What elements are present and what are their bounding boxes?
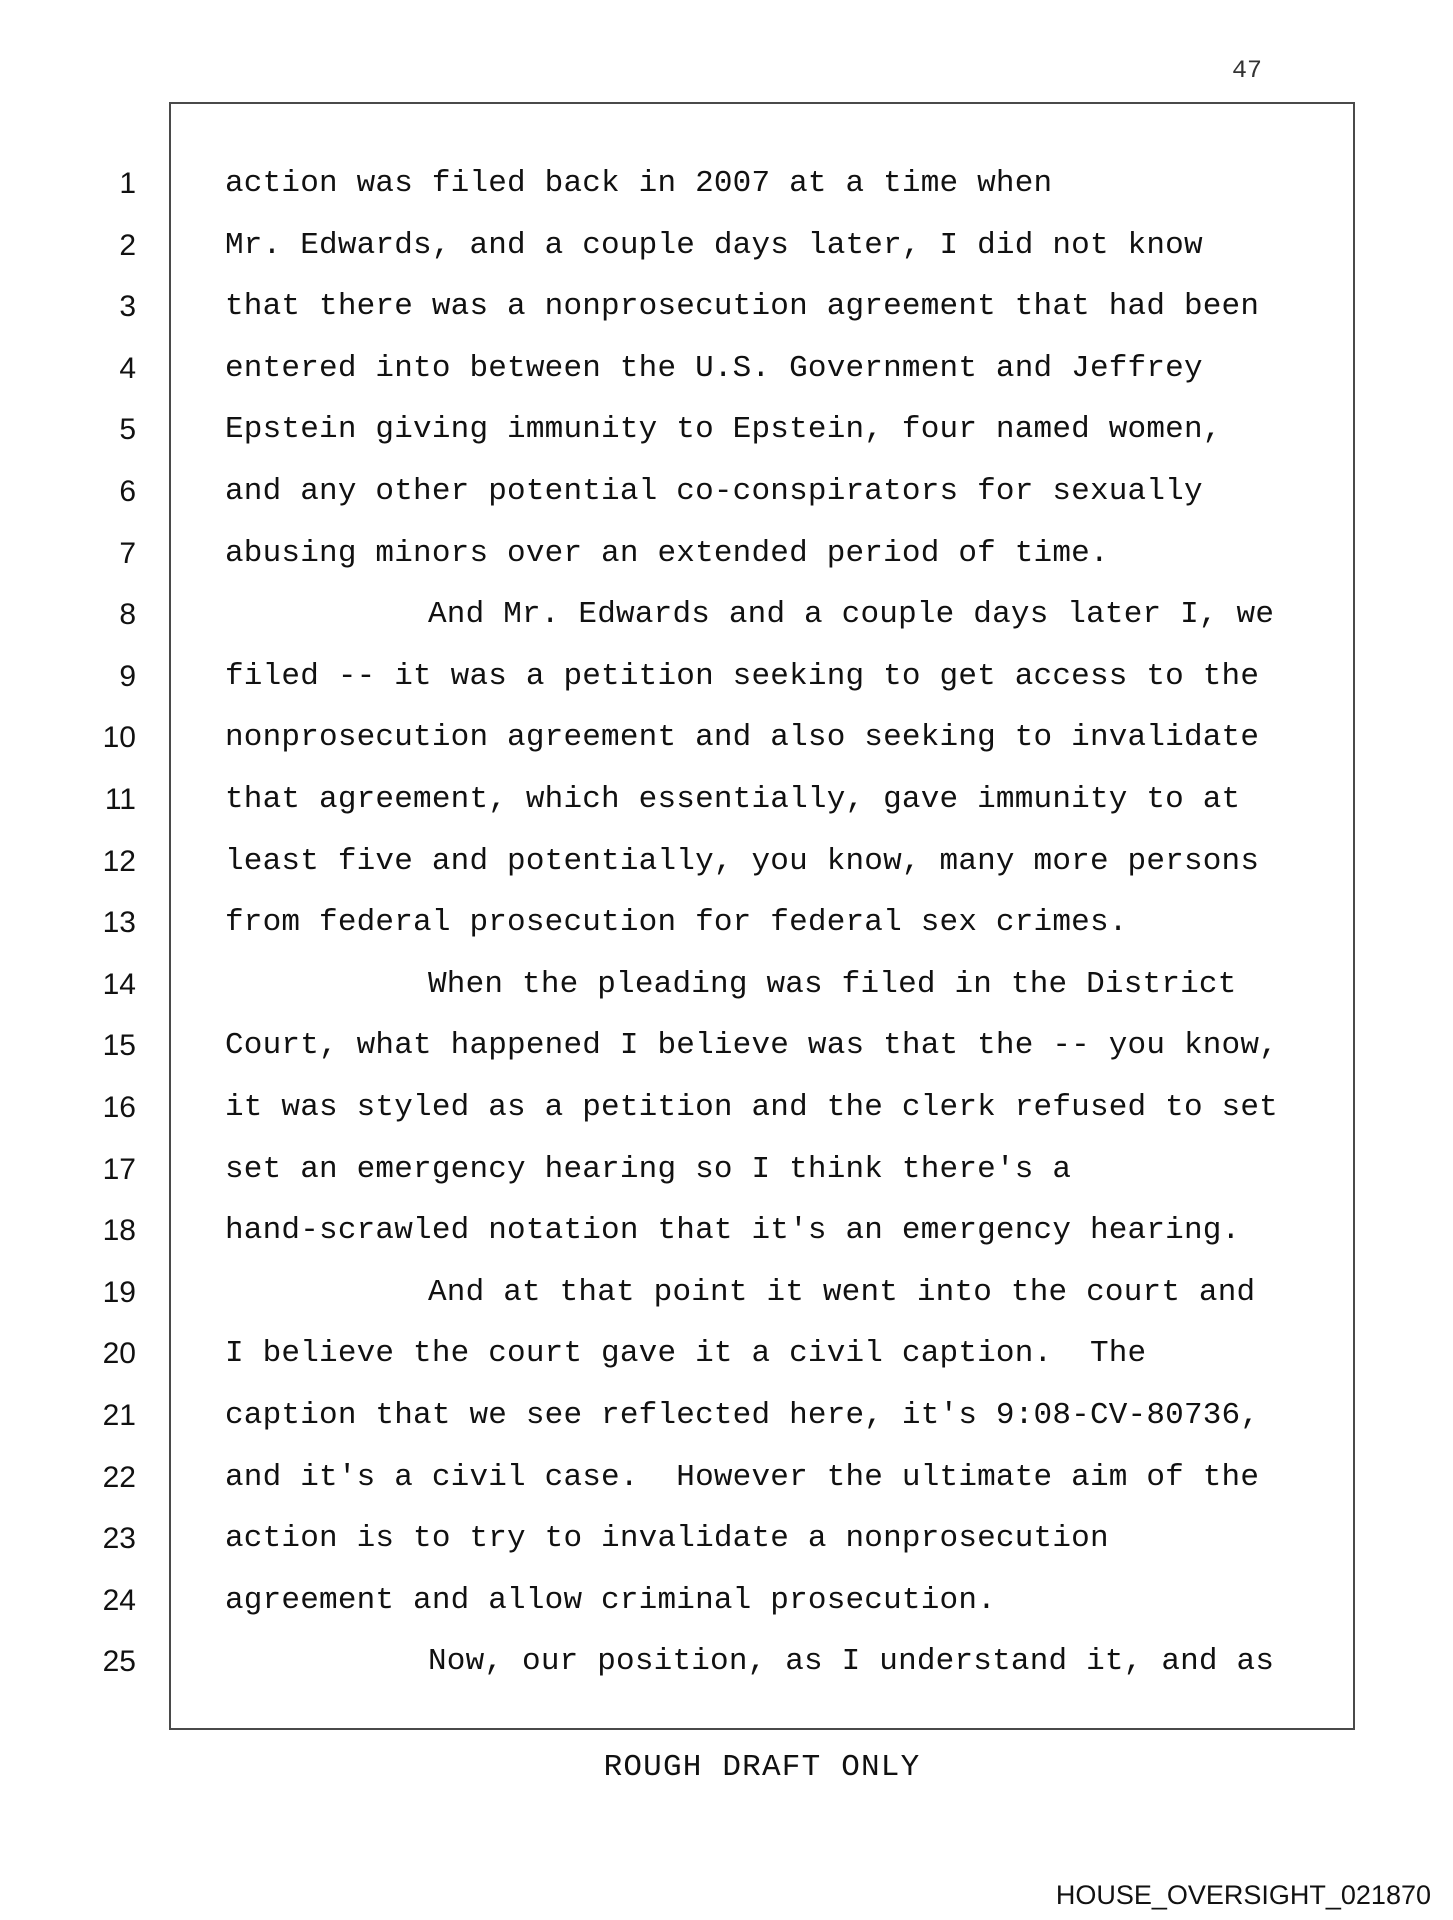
transcript-line	[0, 534, 1453, 574]
line-number: 20	[102, 1337, 136, 1371]
line-text: it was styled as a petition and the clerk refused to set	[225, 1090, 1278, 1125]
transcript-line	[0, 472, 1453, 512]
transcript-line	[0, 164, 1453, 204]
transcript-line	[0, 1642, 1453, 1682]
line-text: action is to try to invalidate a nonprosecution	[225, 1521, 1109, 1557]
line-text: Now, our position, as I understand it, and as	[428, 1644, 1275, 1680]
transcript-line	[0, 410, 1453, 450]
line-number: 11	[104, 783, 136, 816]
line-number: 22	[102, 1460, 136, 1494]
transcript-line	[0, 1519, 1453, 1559]
line-number: 5	[119, 413, 136, 447]
line-number: 17	[102, 1152, 136, 1186]
line-text: set an emergency hearing so I think there's a	[225, 1151, 1072, 1187]
transcript-line	[0, 1581, 1453, 1621]
line-number: 14	[102, 967, 136, 1001]
line-text: When the pleading was filed in the District	[428, 966, 1237, 1002]
line-text: least five and potentially, you know, many more persons	[225, 843, 1260, 879]
line-text: and any other potential co-conspirators for sexually	[225, 474, 1203, 509]
line-text: Court, what happened I believe was that the -- you know,	[225, 1028, 1278, 1064]
transcript-line	[0, 1334, 1453, 1374]
transcript-line	[0, 1088, 1453, 1128]
line-number: 19	[102, 1275, 136, 1309]
line-number: 21	[102, 1399, 136, 1432]
line-number: 25	[102, 1645, 136, 1679]
line-number: 12	[102, 844, 136, 878]
line-text: from federal prosecution for federal sex crimes.	[225, 905, 1128, 941]
transcript-line	[0, 287, 1453, 327]
line-text: entered into between the U.S. Government and Jeffrey	[225, 350, 1203, 386]
line-text: and it's a civil case. However the ultimate aim of the	[225, 1459, 1260, 1495]
line-text: that there was a nonprosecution agreement that had been	[225, 289, 1260, 325]
line-text: filed -- it was a petition seeking to get access to the	[225, 658, 1260, 694]
line-number: 13	[102, 906, 136, 940]
transcript-line	[0, 595, 1453, 635]
transcript-line	[0, 657, 1453, 697]
line-text: that agreement, which essentially, gave immunity to at	[225, 782, 1241, 817]
transcript-line	[0, 1273, 1453, 1313]
line-number: 23	[102, 1522, 136, 1556]
line-text: Epstein giving immunity to Epstein, four named women,	[225, 412, 1222, 448]
transcript-line	[0, 226, 1453, 266]
transcript-line	[0, 1026, 1453, 1066]
line-text: I believe the court gave it a civil caption. The	[225, 1336, 1147, 1372]
line-number: 15	[102, 1029, 136, 1063]
line-number: 18	[102, 1214, 136, 1248]
line-text: hand-scrawled notation that it's an emergency hearing.	[225, 1213, 1241, 1249]
line-number: 8	[119, 598, 136, 632]
line-number: 4	[119, 351, 136, 385]
transcript-line	[0, 718, 1453, 758]
transcript-line	[0, 780, 1453, 820]
line-text: agreement and allow criminal prosecution.	[225, 1582, 996, 1618]
transcript-line	[0, 965, 1453, 1005]
line-number: 10	[102, 721, 136, 755]
bates-number: HOUSE_OVERSIGHT_021870	[1055, 1880, 1431, 1910]
line-number: 1	[119, 167, 136, 200]
line-text: And Mr. Edwards and a couple days later I, we	[428, 597, 1275, 633]
line-number: 3	[119, 290, 136, 324]
transcript-line	[0, 1150, 1453, 1190]
line-number: 6	[119, 475, 136, 508]
rough-draft-label: ROUGH DRAFT ONLY	[603, 1750, 921, 1785]
line-text: nonprosecution agreement and also seeking to invalidate	[225, 720, 1260, 756]
line-text: Mr. Edwards, and a couple days later, I did not know	[225, 227, 1203, 263]
transcript-line	[0, 349, 1453, 389]
transcript-line	[0, 1396, 1453, 1436]
transcript-line	[0, 1211, 1453, 1251]
line-number: 16	[102, 1091, 136, 1124]
line-number: 2	[119, 228, 136, 262]
line-number: 24	[102, 1583, 136, 1617]
line-text: action was filed back in 2007 at a time when	[225, 166, 1053, 201]
line-text: caption that we see reflected here, it's 9:08-CV-80736,	[225, 1398, 1260, 1433]
line-text: abusing minors over an extended period of time.	[225, 535, 1109, 571]
line-number: 7	[119, 536, 136, 570]
transcript-line	[0, 903, 1453, 943]
line-text: And at that point it went into the court and	[428, 1274, 1256, 1310]
transcript-line	[0, 1458, 1453, 1498]
line-number: 9	[119, 659, 136, 693]
transcript-line	[0, 842, 1453, 882]
page-number: 47	[1231, 56, 1262, 85]
